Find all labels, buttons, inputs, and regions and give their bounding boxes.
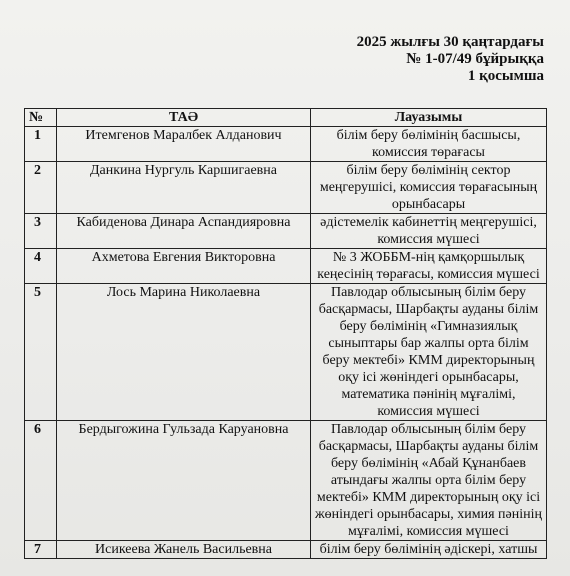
row-name: Данкина Нургуль Каршигаевна — [57, 162, 311, 214]
table-row — [25, 127, 547, 162]
appendix-header — [357, 34, 544, 85]
table-header-row — [25, 109, 547, 127]
row-number: 1 — [25, 127, 57, 162]
row-position: білім беру бөлімінің сектор меңгерушісі, комиссия төрағасының орынбасары — [311, 162, 547, 214]
row-position: әдістемелік кабинеттің меңгерушісі, комиссия мүшесі — [311, 214, 547, 249]
row-number: 7 — [25, 541, 57, 559]
row-position: № 3 ЖОББМ-нің қамқоршылық кеңесінің төрағасы, комиссия мүшесі — [311, 249, 547, 284]
table-row — [25, 421, 547, 541]
table-row — [25, 162, 547, 214]
header-appendix-line: 1 қосымша — [467, 68, 544, 84]
row-name: Лось Марина Николаевна — [57, 284, 311, 421]
row-name: Итемгенов Маралбек Алданович — [57, 127, 311, 162]
header-date-line: 2025 жылғы 30 қаңтардағы — [356, 34, 544, 50]
row-number: 4 — [25, 249, 57, 284]
row-position: Павлодар облысының білім беру басқармасы, Шарбақты ауданы білім беру бөлімінің «Абай Құнанбаев атындағы жалпы орта білім беру мектебі» КММ директорының оқу ісі жөніндегі орынбасары, химия пәнінің мұғалімі, комиссия мүшесі — [311, 421, 547, 541]
column-header-position: Лауазымы — [311, 109, 547, 127]
row-name: Ахметова Евгения Викторовна — [57, 249, 311, 284]
table-row — [25, 249, 547, 284]
row-name: Бердыгожина Гульзада Каруановна — [57, 421, 311, 541]
row-name: Кабиденова Динара Аспандияровна — [57, 214, 311, 249]
commission-table — [24, 108, 547, 559]
row-number: 2 — [25, 162, 57, 214]
row-position: Павлодар облысының білім беру басқармасы, Шарбақты ауданы білім беру бөлімінің «Гимназиялық сыныптары бар жалпы орта білім беру мектебі» КММ директорының оқу ісі жөніндегі орынбасары, математика пәнінің мұғалімі, комиссия мүшесі — [311, 284, 547, 421]
table-row — [25, 541, 547, 559]
row-position: білім беру бөлімінің басшысы, комиссия төрағасы — [311, 127, 547, 162]
table-row — [25, 214, 547, 249]
row-number: 6 — [25, 421, 57, 541]
row-number: 3 — [25, 214, 57, 249]
header-order-line: № 1-07/49 бұйрыққа — [406, 51, 544, 67]
column-header-name: ТАӘ — [57, 109, 311, 127]
row-name: Исикеева Жанель Васильевна — [57, 541, 311, 559]
table-row — [25, 284, 547, 421]
column-header-number: № — [25, 109, 57, 127]
row-number: 5 — [25, 284, 57, 421]
row-position: білім беру бөлімінің әдіскері, хатшы — [311, 541, 547, 559]
